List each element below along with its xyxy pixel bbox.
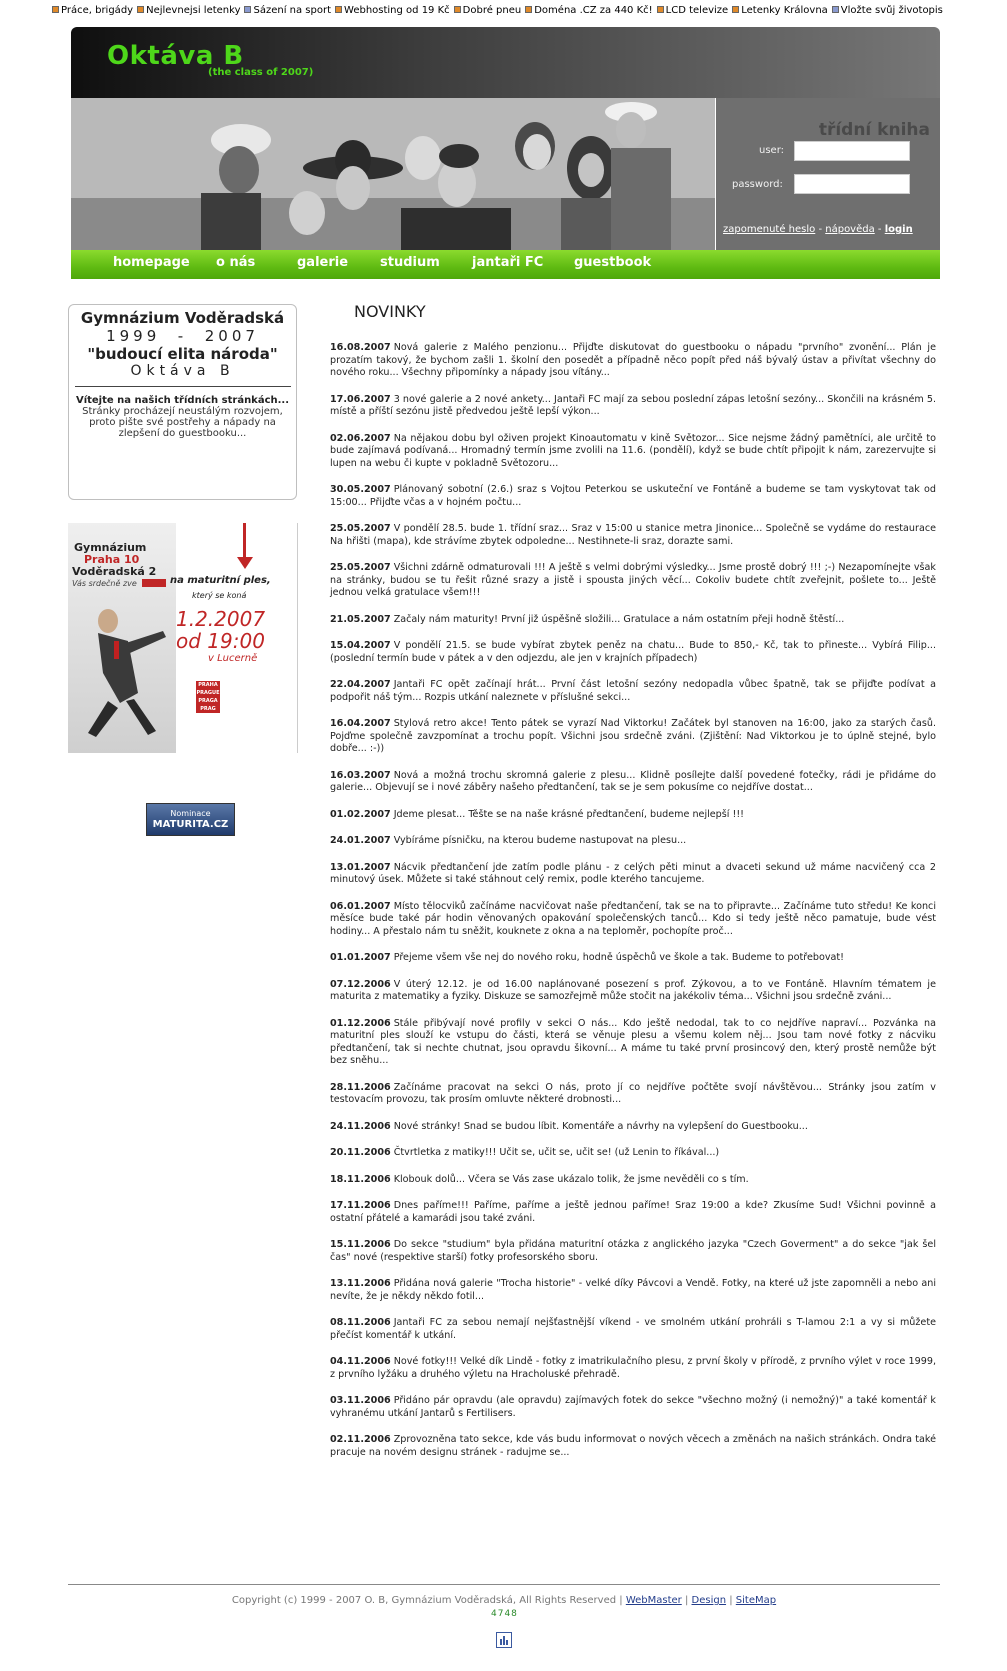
- poster-time: od 19:00: [176, 629, 265, 653]
- nav-studium[interactable]: studium: [380, 255, 440, 270]
- news-text: Jdeme plesat... Těšte se na naše krásné předtančení, budeme nejlepší !!!: [393, 808, 745, 820]
- sitemap-link[interactable]: SiteMap: [735, 1595, 777, 1606]
- news-item: [330, 1018, 936, 1068]
- news-date: 15.11.2006: [330, 1239, 391, 1250]
- news-item: [330, 1317, 936, 1342]
- nav-jantari-fc[interactable]: jantaři FC: [472, 255, 544, 270]
- news-text: Klobouk dolů... Včera se Vás zase ukázalo tolik, že jsme nevěděli co s tím.: [393, 1173, 749, 1185]
- news-text: Zprovozněna tato sekce, kde vás budu informovat o nových věcech a změnách na našich stránkách. Ondra také pracuje na novém designu stránek - radujme se...: [330, 1434, 936, 1458]
- footer: [68, 1595, 940, 1606]
- news-text: Nácvik předtančení jde zatím podle plánu - z celých pěti minut a dvaceti sekund už máme nacvičený cca 2 minutový úsek. Můžete si také stáhnout celý remix, podle kterého tancujeme.: [330, 861, 936, 885]
- ad-bullet-icon: [244, 6, 251, 13]
- news-item: [330, 484, 936, 509]
- news-item: [330, 809, 936, 822]
- news-date: 07.12.2006: [330, 978, 391, 990]
- ad-link[interactable]: [657, 5, 729, 16]
- news-date: 25.05.2007: [330, 523, 391, 534]
- prom-poster[interactable]: [68, 523, 298, 753]
- ad-bullet-icon: [454, 6, 461, 13]
- copyright-text: Copyright (c) 1999 - 2007 O. B, Gymnázium Voděradská, All Rights Reserved |: [231, 1595, 623, 1606]
- news-date: 02.11.2006: [330, 1434, 391, 1445]
- ad-bullet-icon: [525, 6, 532, 13]
- ad-label: Dobré pneu: [462, 5, 522, 16]
- news-text: Plánovaný sobotní (2.6.) sraz s Vojtou Peterkou se uskuteční ve Fontáně a budeme se tam vyskytovat tak od 15:00... Přijďte včas a v hojném počtu...: [330, 484, 936, 508]
- site-title[interactable]: Oktáva B: [107, 41, 244, 71]
- news-item: [330, 1147, 936, 1160]
- news-date: 16.08.2007: [330, 342, 391, 353]
- webmaster-link[interactable]: WebMaster: [625, 1595, 682, 1606]
- news-text: Dnes paříme!!! Paříme, paříme a ještě jednou paříme! Sraz 19:00 a kde? Zkusíme Sud! Všichni povinně a ostatní přátelé a kamarádi jsou také zváni.: [330, 1200, 936, 1224]
- news-item: [330, 952, 936, 965]
- news-date: 16.03.2007: [330, 769, 391, 781]
- photo-band: [71, 98, 940, 250]
- ad-bullet-icon: [335, 6, 342, 13]
- news-text: Přidána nová galerie "Trocha historie" - velké díky Pávcovi a Vendě. Fotky, na které už jste zapomněli a nebo ani nevíte, že je někdy někdo fotil...: [330, 1278, 936, 1302]
- news-date: 01.01.2007: [330, 952, 391, 963]
- news-item: [330, 1356, 936, 1381]
- news-item: [330, 1174, 936, 1187]
- site-header: [71, 27, 940, 98]
- news-date: 16.04.2007: [330, 718, 391, 729]
- news-date: 08.11.2006: [330, 1317, 391, 1328]
- login-panel: [716, 98, 940, 250]
- news-text: Nová galerie z Malého penzionu... Přijďte diskutovat do guestbooku o nápadu "prvního" zvonění... Plán je prozatím takový, že bychom zašli 1. školní den posedět a případně něco popít před náš bývalý ústav a přivítat všechny do nového roku... Všechny připomínky a nápady jsou vítány...: [330, 342, 936, 378]
- poster-school: Gymnázium: [74, 541, 147, 554]
- news-item: [330, 1395, 936, 1420]
- class-motto: "budoucí elita národa": [87, 345, 278, 363]
- poster-event: na maturitní ples,: [170, 575, 271, 586]
- ad-bullet-icon: [52, 6, 59, 13]
- poster-arrow-down: [243, 523, 246, 557]
- ad-label: Doména .CZ za 440 Kč!: [534, 5, 653, 16]
- news-item: [330, 1278, 936, 1303]
- news-item: [330, 770, 936, 795]
- news-text: Stále přibývají nové profily v sekci O nás... Kdo ještě nedodal, tak to co nejdříve napraví... Pozvánka na maturitní ples slouží ke vstupu do části, která se věnuje plesu a všemu kolem něj... Jsou tam nové fotky z nácviku předtančení, tak si nechte chutnat, jsou opravdu šikovní... A máme tu také první prosincový den, který prostě nemůže být bez sněhu...: [330, 1017, 936, 1066]
- news-text: Do sekce "studium" byla přidána maturitní otázka z anglického jazyka "Czech Goverment" a do sekce "jak šel čas" nové (respektive starší) fotky profesorského sboru.: [330, 1239, 936, 1263]
- news-text: Na nějakou dobu byl oživen projekt Kinoautomatu v kině Světozor... Sice nejsme žádný pamětníci, ale určitě to bude zajímavá podívaná... Hromadný termín jsme zvolili na 11.6. (pondělí), když se bude chtít připojit k nám, zarezervujte si lupen na webu či kupte v pokladně Světozoru...: [330, 432, 936, 469]
- news-date: 15.04.2007: [330, 640, 391, 651]
- news-date: 22.04.2007: [330, 679, 391, 690]
- footer-sep: |: [684, 1595, 689, 1606]
- ad-label: Letenky Královna: [741, 5, 828, 16]
- news-date: 04.11.2006: [330, 1356, 391, 1367]
- news-date: 25.05.2007: [330, 562, 391, 573]
- news-text: Přidáno pár opravdu (ale opravdu) zajímavých fotek do sekce "všechno možný (i nemožný)" a také komentář k vyhranému utkání Jantarů s Fertilisers.: [330, 1395, 936, 1419]
- news-date: 13.01.2007: [330, 861, 391, 873]
- news-text: Místo tělocviků začínáme nacvičovat naše předtančení, tak se na to připravte... Začínáme tuto středu! Ke konci měsíce bude také pár hodin věnovaných opakování společenských tanců... Kdo si tedy ještě něco pamatuje, bude vést hodiny... A přestalo nám tu sněžit, kouknete z okna a na teploměr, pochopíte proč...: [330, 900, 936, 937]
- school-name: Gymnázium Voděradská: [80, 309, 285, 327]
- ad-link[interactable]: [832, 5, 943, 16]
- welcome-heading: Vítejte na našich třídních stránkách...: [75, 395, 290, 406]
- password-input[interactable]: [794, 174, 910, 194]
- news-text: V úterý 12.12. je od 16.00 naplánované posezení s prof. Zýkovou, a to ve Fontáně. Hlavním tématem je maturita z matematiky a fyziky. Diskuze se samozřejmě může stočit na jakékoliv téma... Všichni jsou srdečně zváni...: [330, 978, 936, 1002]
- ad-link[interactable]: [732, 5, 828, 16]
- news-date: 30.05.2007: [330, 484, 391, 495]
- class-photo: [71, 98, 715, 250]
- nav-o-nas[interactable]: o nás: [216, 255, 256, 270]
- divider: [75, 386, 291, 387]
- school-years: 1999 - 2007: [106, 327, 259, 345]
- news-text: 3 nové galerie a 2 nové ankety... Jantaři FC mají za sebou poslední zápas letošní sezóny... Skončili na krásném 5. místě a příští sezónu jistě předvedou ještě lepší výkon...: [330, 393, 936, 417]
- news-date: 02.06.2007: [330, 432, 391, 444]
- ad-link[interactable]: [244, 5, 331, 16]
- news-text: Stylová retro akce! Tento pátek se vyrazí Nad Viktorku! Začátek byl stanoven na 16:00, jako za starých časů. Pojďme společně zavzpomínat a trochu popít. Všichni jsou srdečně zváni. (Zjištění: Nad Viktorkou je to úplně stejné, bylo dobře... :-)): [330, 718, 936, 754]
- ad-link[interactable]: [454, 5, 522, 16]
- news-item: [330, 1121, 936, 1134]
- news-item: [330, 718, 936, 756]
- news-item: [330, 562, 936, 600]
- news-date: 01.02.2007: [330, 808, 391, 820]
- nav-homepage[interactable]: homepage: [113, 255, 190, 270]
- ad-label: Webhosting od 19 Kč: [344, 5, 450, 16]
- nav-galerie[interactable]: galerie: [297, 255, 349, 270]
- statistics-icon[interactable]: [496, 1632, 512, 1648]
- site-subtitle: (the class of 2007): [208, 67, 314, 78]
- news-item: [330, 1434, 936, 1459]
- class-name: Oktáva B: [130, 363, 235, 379]
- ad-label: Vložte svůj životopis: [840, 5, 943, 16]
- user-input[interactable]: [794, 141, 910, 161]
- nav-guestbook[interactable]: guestbook: [574, 255, 652, 270]
- badge-line1: Nominace: [170, 809, 211, 818]
- poster-invite: Vás srdečně zve: [72, 579, 137, 588]
- ad-link[interactable]: [137, 5, 240, 16]
- news-date: 13.11.2006: [330, 1278, 391, 1289]
- ad-label: Nejlevnejsi letenky: [146, 5, 241, 16]
- footer-sep: |: [729, 1595, 733, 1606]
- news-date: 24.01.2007: [330, 835, 391, 846]
- news-text: Nové fotky!!! Velké dík Lindě - fotky z imatrikulačního plesu, z první školy v přírodě, z prvního výlet v roce 1999, z prvního lyžáku a druhého výletu na Hracholuské přehradě.: [330, 1356, 936, 1380]
- news-date: 20.11.2006: [330, 1147, 391, 1158]
- news-date: 28.11.2006: [330, 1081, 391, 1093]
- news-text: Jantaři FC za sebou nemají nejšťastnější víkend - ve smolném utkání prohráli s T-lamou 2:1 a vy si můžete přečíst komentář k utkání.: [330, 1317, 936, 1341]
- news-item: [330, 979, 936, 1004]
- ad-label: Práce, brigády: [61, 5, 134, 16]
- link-separator: -: [818, 224, 823, 235]
- news-item: [330, 1200, 936, 1225]
- poster-place: v Lucerně: [208, 653, 258, 664]
- news-item: [330, 901, 936, 939]
- news-date: 21.05.2007: [330, 613, 391, 625]
- ad-bullet-icon: [137, 6, 144, 13]
- ad-link[interactable]: [335, 5, 450, 16]
- news-item: [330, 342, 936, 380]
- news-date: 03.11.2006: [330, 1395, 391, 1406]
- news-item: [330, 1082, 936, 1107]
- ad-bullet-icon: [732, 6, 739, 13]
- poster-event2: který se koná: [192, 591, 247, 600]
- ad-link[interactable]: [525, 5, 652, 16]
- ad-bullet-icon: [657, 6, 664, 13]
- news-item: [330, 679, 936, 704]
- news-text: Všichni zdárně odmaturovali !!! A ještě s velmi dobrými výsledky... Jsme prostě dobrý !!! ;-) Nezapomínejte však na stránky, budou se tu řešit různé srazy a jistě i spousta jiných věcí... Cokoliv budete chtít zveřejnit, pošlete to... Ještě jednou velká gratulace všem!!!: [330, 562, 936, 598]
- login-links: [723, 224, 913, 235]
- news-text: Jantaři FC opět začínají hrát... První část letošní sezóny nedopadla vůbec špatně, tak se přijďte podívat a podpořit náš tým... Rozpis utkání naleznete v příslušné sekci...: [330, 679, 936, 703]
- news-item: [330, 394, 936, 419]
- news-text: Čtvrtletka z matiky!!! Učit se, učit se, učit se! (už Lenin to říkával...): [393, 1147, 720, 1158]
- forgot-password-link[interactable]: zapomenuté heslo: [723, 224, 816, 235]
- prague-logo: PRAHA PRAGUE PRAGA PRAG: [196, 682, 220, 712]
- news-text: Začínáme pracovat na sekci O nás, proto jí co nejdříve počtěte svojí návštěvou... Stránky jsou zatím v testovacím provozu, tak prosím omluvte některé drobnosti...: [330, 1081, 936, 1105]
- badge-line2: MATURITA.CZ: [152, 819, 229, 830]
- news-text: V pondělí 21.5. se bude vybírat zbytek peněz na chatu... Bude to 850,- Kč, tak to přineste... Vybírá Filip... (poslední termín bude v pátek a v den odjezdu, ale jen v krajních případech): [330, 640, 936, 664]
- news-item: [330, 433, 936, 471]
- poster-city: Praha 10: [84, 553, 140, 566]
- design-link[interactable]: Design: [691, 1595, 727, 1606]
- news-item: [330, 614, 936, 627]
- poster-arrow-right: [142, 579, 166, 587]
- news-date: 18.11.2006: [330, 1173, 391, 1185]
- news-date: 06.01.2007: [330, 900, 391, 912]
- maturita-nomination-badge[interactable]: [146, 803, 235, 836]
- news-text: Nová a možná trochu skromná galerie z plesu... Klidně posílejte další povedené fotečky, rádi je přidáme do galerie... Objevují se i nové záběry našeho předtančení, tak se je sem pokusíme co nejdříve dostat...: [330, 769, 936, 793]
- ad-label: LCD televize: [665, 5, 729, 16]
- main-nav: [71, 250, 940, 279]
- ad-bullet-icon: [832, 6, 839, 13]
- ad-link[interactable]: [52, 5, 133, 16]
- news-item: [330, 835, 936, 848]
- link-separator: -: [877, 224, 882, 235]
- news-date: 01.12.2006: [330, 1017, 391, 1029]
- welcome-text: Stránky procházejí neustálým rozvojem, proto pište své postřehy a nápady na zlepšení do guestbooku...: [82, 406, 283, 439]
- poster-street: Voděradská 2: [72, 565, 157, 578]
- news-heading: NOVINKY: [354, 302, 426, 321]
- news-date: 17.11.2006: [330, 1200, 391, 1211]
- footer-divider: [68, 1584, 940, 1585]
- news-item: [330, 523, 936, 548]
- news-text: Začaly nám maturity! První již úspěšně složili... Gratulace a nám ostatním přeji hodně štěstí...: [393, 613, 845, 625]
- news-date: 17.06.2007: [330, 393, 391, 405]
- login-title: třídní kniha: [818, 120, 930, 140]
- news-item: [330, 640, 936, 665]
- news-date: 24.11.2006: [330, 1120, 391, 1132]
- visit-counter: 4748: [491, 1609, 518, 1619]
- poster-date: 1.2.2007: [176, 607, 266, 631]
- school-info-box: [68, 304, 297, 500]
- login-link[interactable]: login: [884, 224, 913, 235]
- news-list: [330, 342, 936, 1473]
- user-label: user:: [759, 145, 785, 156]
- ad-label: Sázení na sport: [253, 5, 332, 16]
- password-label: password:: [732, 179, 783, 190]
- arrow-down-icon: [237, 557, 253, 569]
- news-item: [330, 1239, 936, 1264]
- news-item: [330, 862, 936, 887]
- news-text: Vybíráme písničku, na kterou budeme nastupovat na plesu...: [393, 835, 687, 846]
- news-text: Přejeme všem vše nej do nového roku, hodně úspěchů ve škole a tak. Budeme to potřebovat!: [393, 952, 844, 963]
- news-text: Nové stránky! Snad se budou líbit. Komentáře a návrhy na vylepšení do Guestbooku...: [393, 1120, 808, 1132]
- help-link[interactable]: nápověda: [825, 224, 875, 235]
- ad-bar: [52, 5, 952, 19]
- news-text: V pondělí 28.5. bude 1. třídní sraz... Sraz v 15:00 u stanice metra Jinonice... Společně se vydáme do restaurace Na hřišti (mapa), kde strávíme zbytek odpoledne... Nestihnete-li sraz, dorazte sami.: [330, 523, 936, 547]
